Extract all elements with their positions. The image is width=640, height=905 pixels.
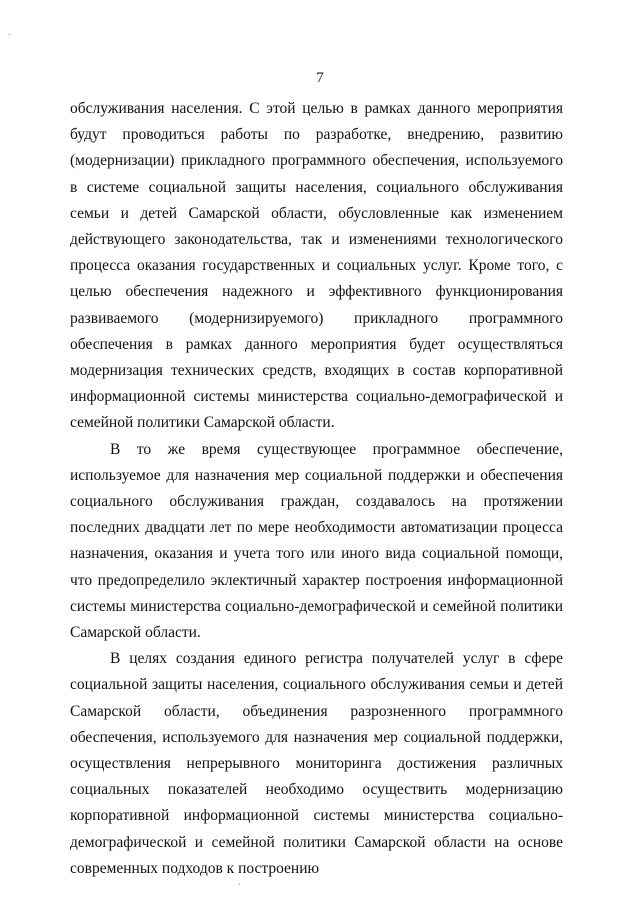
paragraph-3: В целях создания единого регистра получателей услуг в сфере социальной защиты населения, социального обслуживания семьи и детей Самарской области, объединения разрозненного программного обеспечения, используемого для назначения мер социальной поддержки, осуществления непрерывного мониторинга достижения различных социальных показателей необходимо осуществить модернизацию корпоративной информационной системы министерства социально-демографической и семейной политики Самарской области на основе современных подходов к построению — [70, 650, 563, 877]
document-body — [70, 96, 563, 882]
page-number: 7 — [316, 70, 324, 86]
scan-speck: · — [238, 880, 242, 891]
paragraph-2: В то же время существующее программное обеспечение, используемое для назначения мер социальной поддержки и обеспечения социального обслуживания граждан, создавалось на протяжении последних двадцати лет по мере необходимости автоматизации процесса назначения, оказания и учета того или иного вида социальной помощи, что предопределило эклектичный характер построения информационной системы министерства социально-демографической и семейной политики Самарской области. — [70, 440, 563, 642]
paragraph-1: обслуживания населения. С этой целью в рамках данного мероприятия будут проводиться работы по разработке, внедрению, развитию (модернизации) прикладного программного обеспечения, используемого в системе социальной защиты населения, социального обслуживания семьи и детей Самарской области, обусловленные как изменением действующего законодательства, так и изменениями технологического процесса оказания государственных и социальных услуг. Кроме того, с целью обеспечения надежного и эффективного функционирования развиваемого (модернизируемого) прикладного программного обеспечения в рамках данного мероприятия будет осуществляться модернизация технических средств, входящих в состав корпоративной информационной системы министерства социально-демографической и семейной политики Самарской области. — [70, 100, 563, 432]
scan-speck: · — [8, 30, 12, 41]
